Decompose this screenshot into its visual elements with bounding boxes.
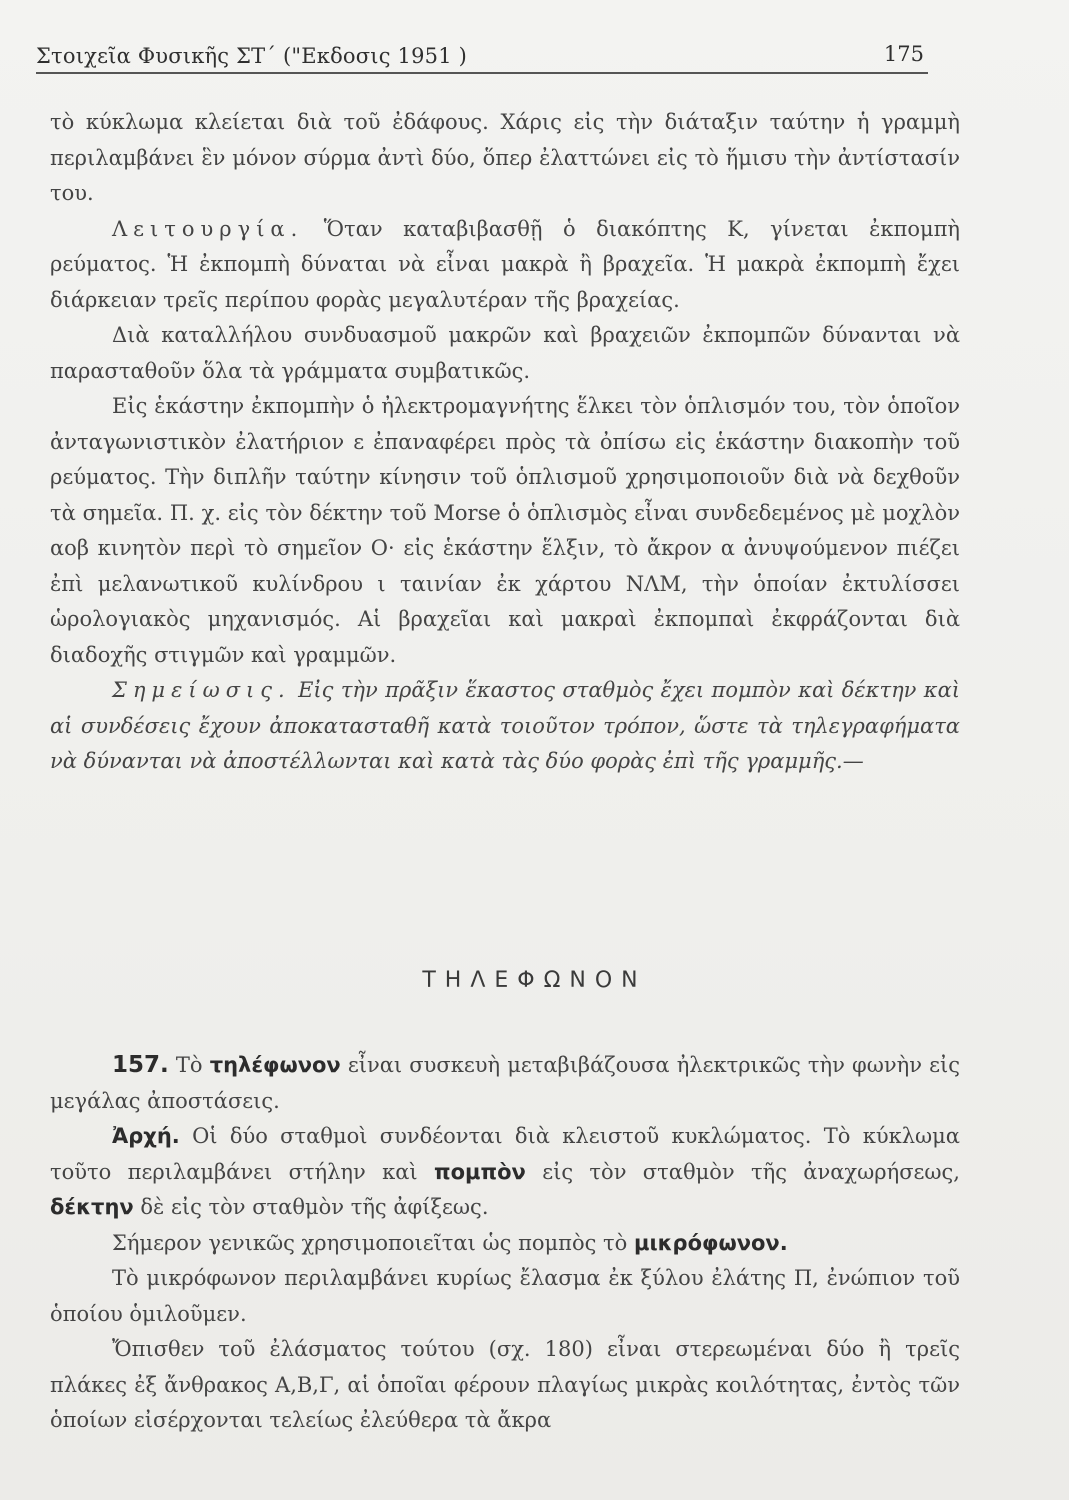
paragraph-morse: Εἰς ἑκάστην ἐκπομπὴν ὁ ἠλεκτρομαγνήτης ἕλκει τὸν ὁπλισμόν του, τὸν ὁποῖον ἀνταγωνιστικὸν ἐλατήριον ε ἐπαναφέρει πρὸς τὰ ὀπίσω εἰς ἑκάστην διακοπὴν τοῦ ρεύματος. Τὴν διπλῆν ταύτην κίνησιν τοῦ ὁπλισμοῦ χρησιμοποιοῦν διὰ νὰ δεχθοῦν τὰ σημεῖα. Π. χ. εἰς τὸν δέκτην τοῦ Morse ὁ ὁπλισμὸς εἶναι συνδεδεμένος μὲ μοχλὸν αοβ κινητὸν περὶ τὸ σημεῖον Ο· εἰς ἑκάστην ἕλξιν, τὸ ἄκρον α ἀνυψούμενον πιέζει ἐπὶ μελανωτικοῦ κυλίνδρου ι ταινίαν ἐκ χάρτου ΝΛΜ, τὴν ὁποίαν ἐκτυλίσσει ὡρολογιακὸς μηχανισμός. Αἱ βραχεῖαι καὶ μακραὶ ἐκπομπαὶ ἐκφράζονται διὰ διαδοχῆς στιγμῶν καὶ γραμμῶν. <box>50 394 960 667</box>
paragraph-operation <box>50 212 960 319</box>
term-microphone: μικρόφωνον. <box>634 1230 788 1255</box>
term-receiver: δέκτην <box>50 1195 134 1219</box>
section-heading: ΤΗΛΕΦΩΝΟΝ <box>422 968 647 993</box>
term-telephone: τηλέφωνον <box>209 1053 341 1077</box>
page-number: 175 <box>883 42 924 66</box>
book-title: Στοιχεῖα Φυσικῆς ΣΤ΄ ("Εκδοσις 1951 ) <box>36 44 468 68</box>
operation-text: Ὅταν καταβιβασθῇ ὁ διακόπτης Κ, γίνεται ἐκπομπὴ ρεύματος. Ἡ ἐκπομπὴ δύναται νὰ εἶναι μακρὰ ἢ βραχεῖα. Ἡ μακρὰ ἐκπομπὴ ἔχει διάρκειαν τρεῖς περίπου φορὰς μεγαλυτέραν τῆς βραχείας. <box>50 216 960 312</box>
principle-text-c: δὲ εἰς τὸν σταθμὸν τῆς ἀφίξεως. <box>133 1195 489 1219</box>
definition-text-a: Τὸ <box>168 1053 210 1077</box>
section-number: 157. <box>112 1052 169 1078</box>
principle-text-b: εἰς τὸν σταθμὸν τῆς ἀναχωρήσεως, <box>525 1159 960 1184</box>
definition-text-b: εἶναι συσκευὴ μεταβιβάζουσα ἠλεκτρικῶς τὴν φωνὴν εἰς μεγάλας ἀποστάσεις. <box>50 1053 960 1113</box>
paragraph-carbon-plates: Ὄπισθεν τοῦ ἐλάσματος τούτου (σχ. 180) εἶναι στερεωμέναι δύο ἢ τρεῖς πλάκες ἐξ ἄνθρακος Α,Β,Γ, αἱ ὁποῖαι φέρουν πλαγίως μικρὰς κοιλότητας, ἐντὸς τῶν ὁποίων εἰσέρχονται τελείως ἐλεύθερα τὰ ἄκρα <box>50 1337 960 1432</box>
operation-lead: Λειτουργία. <box>112 216 304 241</box>
paragraph-combination: Διὰ καταλλήλου συνδυασμοῦ μακρῶν καὶ βραχειῶν ἐκπομπῶν δύνανται νὰ παρασταθοῦν ὅλα τὰ γράμματα συμβατικῶς. <box>50 323 960 383</box>
note-lead: Σημείωσις. <box>112 678 291 702</box>
paragraph-principle <box>50 1119 960 1226</box>
telegraph-text <box>50 105 960 780</box>
note-text: Εἰς τὴν πρᾶξιν ἕκαστος σταθμὸς ἔχει πομπὸν καὶ δέκτην καὶ αἱ συνδέσεις ἔχουν ἀποκατασταθῆ κατὰ τοιοῦτον τρόπον, ὥστε τὰ τηλεγραφήματα νὰ δύνανται νὰ ἀποστέλλωνται καὶ κατὰ τὰς δύο φορὰς ἐπὶ τῆς γραμμῆς.— <box>50 678 960 773</box>
paragraph-microphone-use <box>50 1226 960 1262</box>
microphone-use-text: Σήμερον γενικῶς χρησιμοποιεῖται ὡς πομπὸς τὸ <box>112 1230 634 1255</box>
term-transmitter: πομπὸν <box>434 1159 526 1184</box>
paragraph-circuit: τὸ κύκλωμα κλείεται διὰ τοῦ ἐδάφους. Χάρις εἰς τὴν διάταξιν ταύτην ἡ γραμμὴ περιλαμβάνει ἓν μόνον σύρμα ἀντὶ δύο, ὅπερ ἐλαττώνει εἰς τὸ ἥμισυ τὴν ἀντίστασίν του. <box>50 110 960 205</box>
paragraph-microphone-parts: Τὸ μικρόφωνον περιλαμβάνει κυρίως ἔλασμα ἐκ ξύλου ἐλάτης Π, ἐνώπιον τοῦ ὁποίου ὁμιλοῦμεν. <box>50 1266 960 1326</box>
paragraph-definition <box>50 1048 960 1119</box>
telephone-section <box>50 1048 960 1439</box>
term-principle: Ἀρχή. <box>112 1124 180 1148</box>
running-header <box>36 38 928 74</box>
principle-text-a: Οἱ δύο σταθμοὶ συνδέονται διὰ κλειστοῦ κυκλώματος. Τὸ κύκλωμα τοῦτο περιλαμβάνει στήλην καὶ <box>50 1124 960 1184</box>
paragraph-note <box>50 673 960 780</box>
